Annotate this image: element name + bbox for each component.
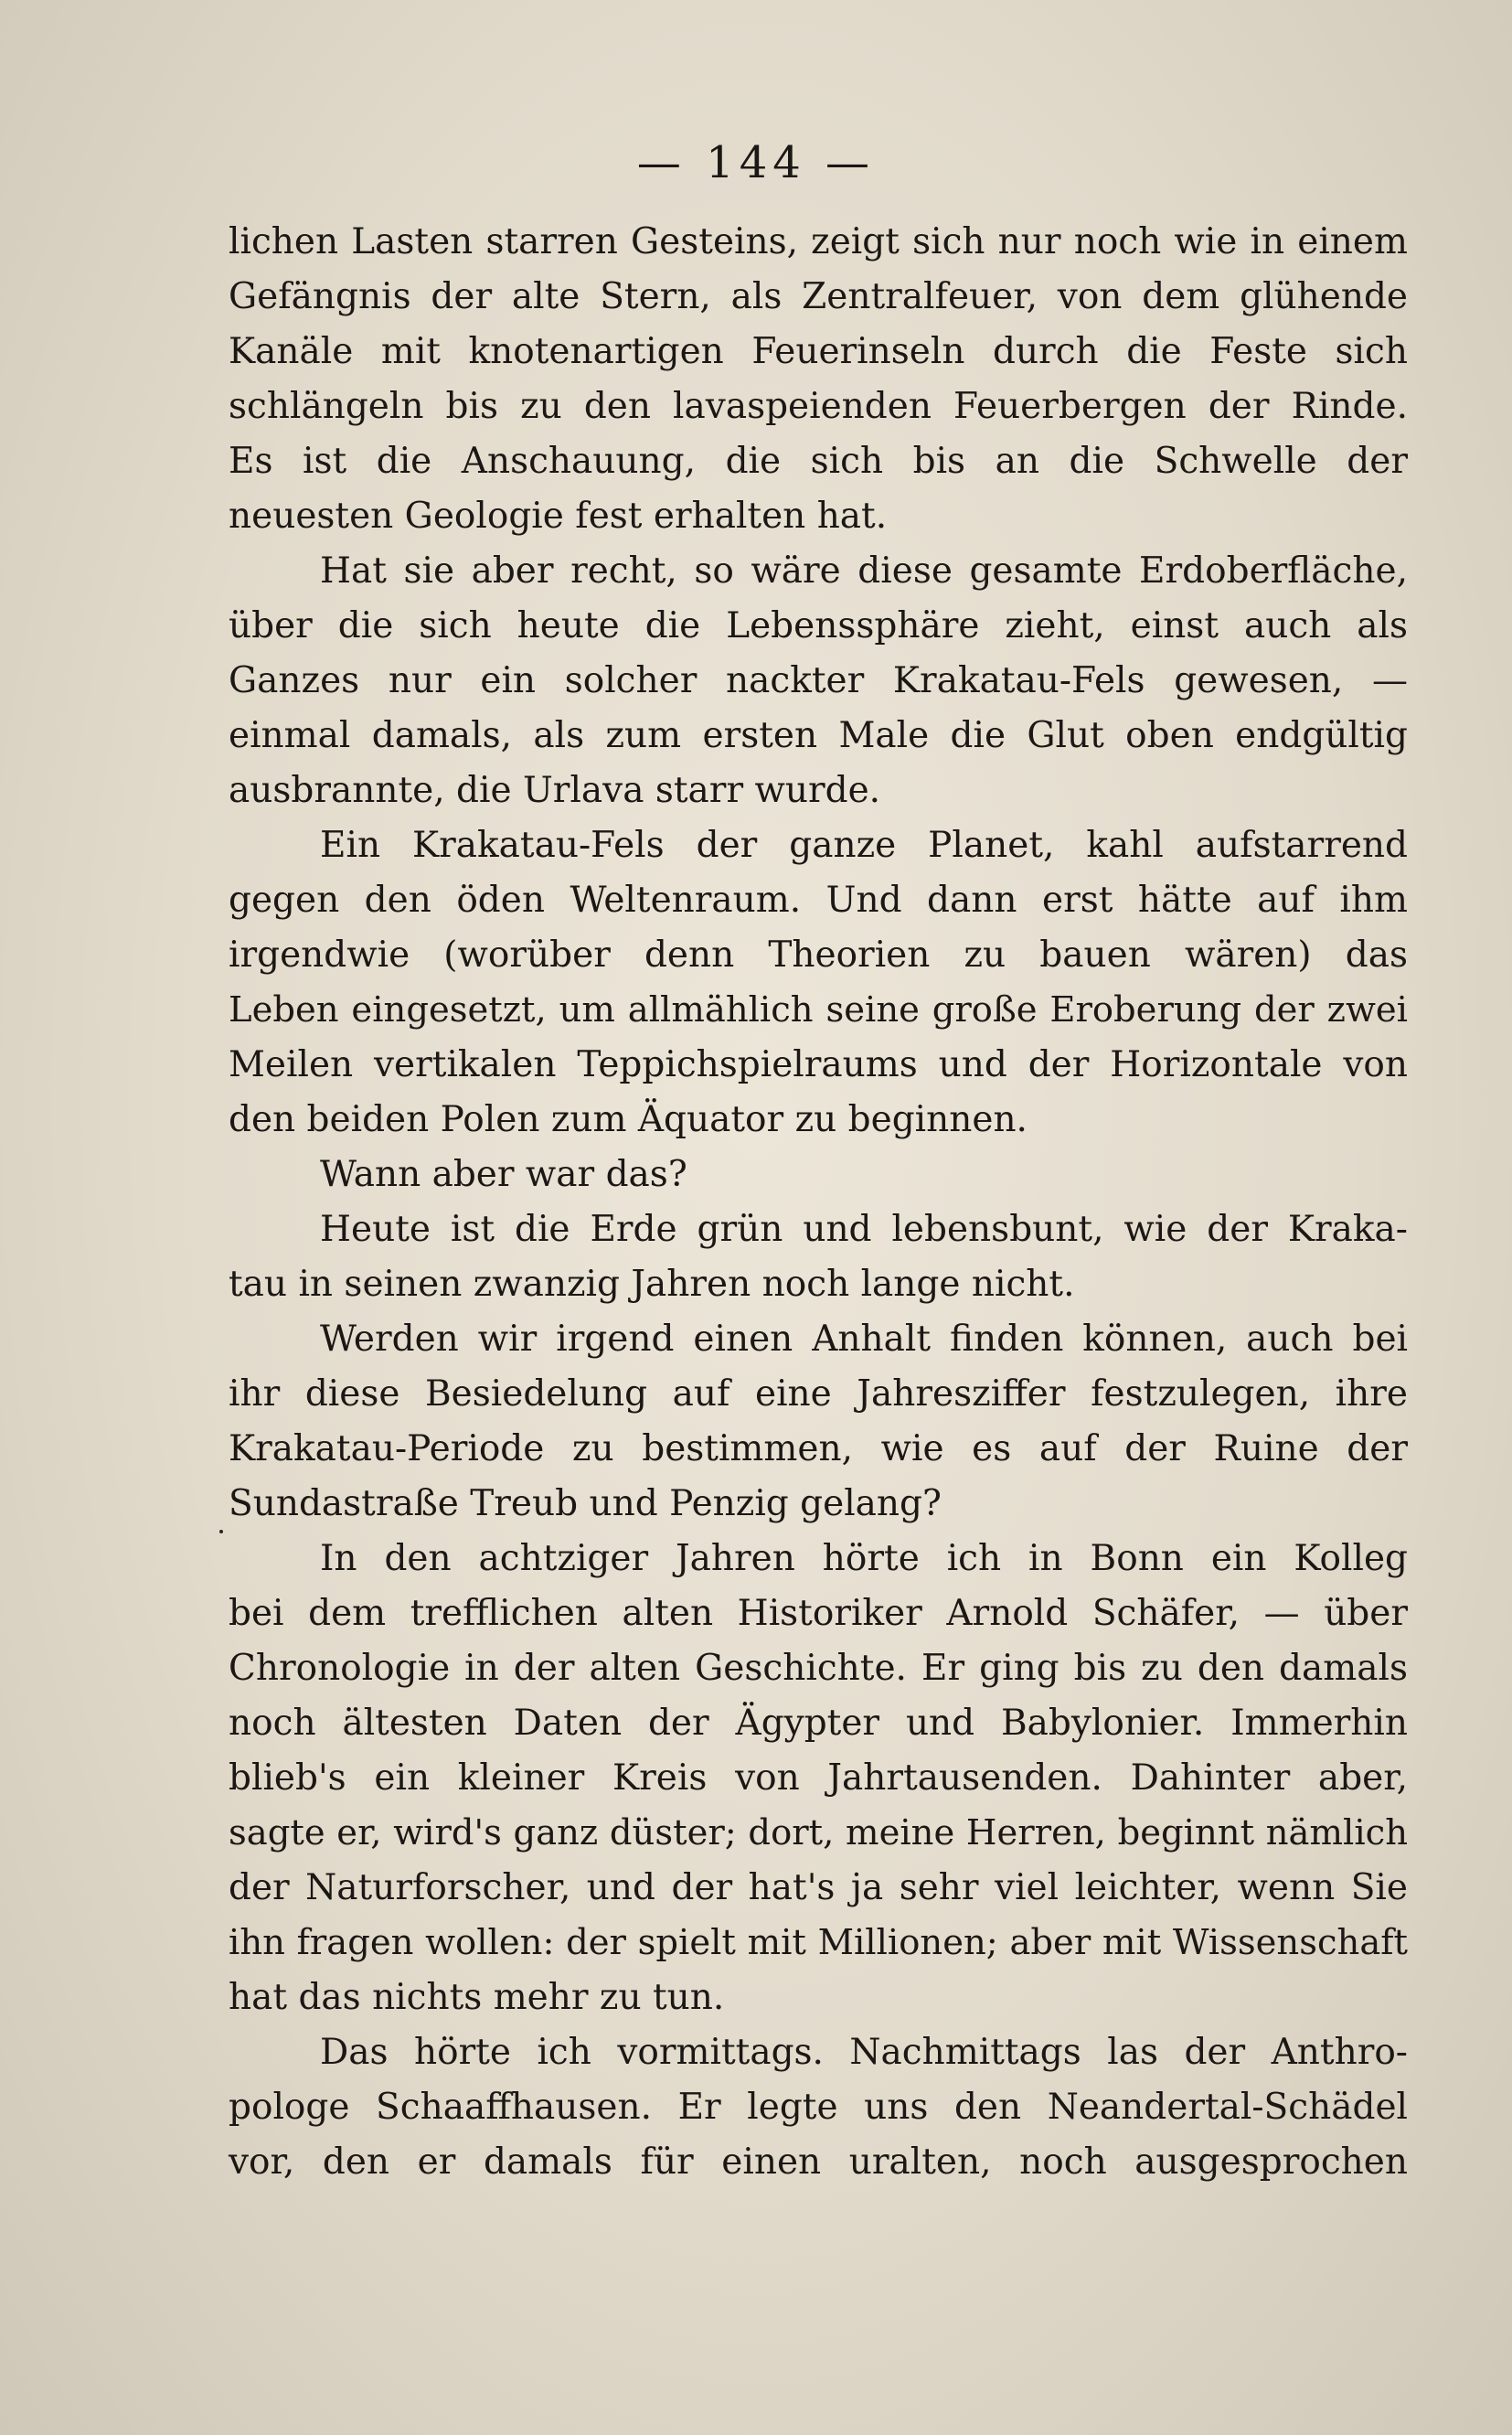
text-line: hat das nichts mehr zu tun. [229, 1977, 725, 2018]
text-line: gegen den öden Weltenraum. Und dann erst hätte auf ihm [229, 880, 1408, 921]
text-line: Gefängnis der alte Stern, als Zentralfeuer, von dem glühende [229, 276, 1408, 317]
text-line: bei dem trefflichen alten Historiker Arnold Schäfer, — über [229, 1593, 1408, 1634]
body-text [229, 215, 1408, 2190]
text-line: über die sich heute die Lebenssphäre zieht, einst auch als [229, 605, 1408, 646]
text-line: irgendwie (worüber denn Theorien zu bauen wären) das [229, 934, 1408, 976]
text-line: Ein Krakatau-Fels der ganze Planet, kahl aufstarrend [320, 825, 1408, 866]
text-line: sagte er, wird's ganz düster; dort, meine Herren, beginnt nämlich [229, 1812, 1408, 1853]
text-line: In den achtziger Jahren hörte ich in Bonn ein Kolleg [320, 1538, 1408, 1579]
text-line: Sundastraße Treub und Penzig gelang? [229, 1483, 942, 1524]
text-line: noch ältesten Daten der Ägypter und Babylonier. Immerhin [229, 1703, 1408, 1744]
text-line: Hat sie aber recht, so wäre diese gesamte Erdoberfläche, [320, 550, 1408, 592]
text-line: vor, den er damals für einen uralten, noch ausgesprochen [229, 2141, 1408, 2183]
page-number: — 144 — [636, 137, 876, 188]
text-line: Das hörte ich vormittags. Nachmittags las der Anthro- [320, 2032, 1408, 2073]
text-line: neuesten Geologie fest erhalten hat. [229, 496, 888, 537]
text-line: Es ist die Anschauung, die sich bis an die Schwelle der [229, 441, 1408, 482]
text-line: schlängeln bis zu den lavaspeienden Feuerbergen der Rinde. [229, 386, 1408, 427]
text-line: Kanäle mit knotenartigen Feuerinseln durch die Feste sich [229, 331, 1408, 372]
text-line: der Naturforscher, und der hat's ja sehr viel leichter, wenn Sie [229, 1867, 1408, 1908]
text-line: Heute ist die Erde grün und lebensbunt, wie der Kraka- [320, 1209, 1408, 1250]
text-line: Chronologie in der alten Geschichte. Er ging bis zu den damals [229, 1648, 1408, 1689]
text-line: einmal damals, als zum ersten Male die Glut oben endgültig [229, 715, 1408, 756]
text-line: Werden wir irgend einen Anhalt finden können, auch bei [320, 1319, 1408, 1360]
text-line: ihr diese Besiedelung auf eine Jahresziffer festzulegen, ihre [229, 1373, 1408, 1415]
text-line: den beiden Polen zum Äquator zu beginnen. [229, 1099, 1028, 1140]
text-line: lichen Lasten starren Gesteins, zeigt sich nur noch wie in einem [229, 221, 1408, 262]
print-speck [219, 1530, 223, 1533]
text-line: tau in seinen zwanzig Jahren noch lange nicht. [229, 1264, 1075, 1305]
text-line: Wann aber war das? [320, 1154, 687, 1195]
text-line: blieb's ein kleiner Kreis von Jahrtausenden. Dahinter aber, [229, 1757, 1408, 1799]
text-line: ausbrannte, die Urlava starr wurde. [229, 770, 881, 811]
text-line: pologe Schaaffhausen. Er legte uns den Neandertal-Schädel [229, 2087, 1408, 2128]
text-line: ihn fragen wollen: der spielt mit Millionen; aber mit Wissenschaft [229, 1922, 1408, 1963]
text-line: Meilen vertikalen Teppichspielraums und der Horizontale von [229, 1044, 1408, 1085]
text-line: Krakatau-Periode zu bestimmen, wie es auf der Ruine der [229, 1428, 1408, 1469]
text-line: Leben eingesetzt, um allmählich seine große Eroberung der zwei [229, 989, 1408, 1031]
text-line: Ganzes nur ein solcher nackter Krakatau-Fels gewesen, — [229, 660, 1408, 701]
